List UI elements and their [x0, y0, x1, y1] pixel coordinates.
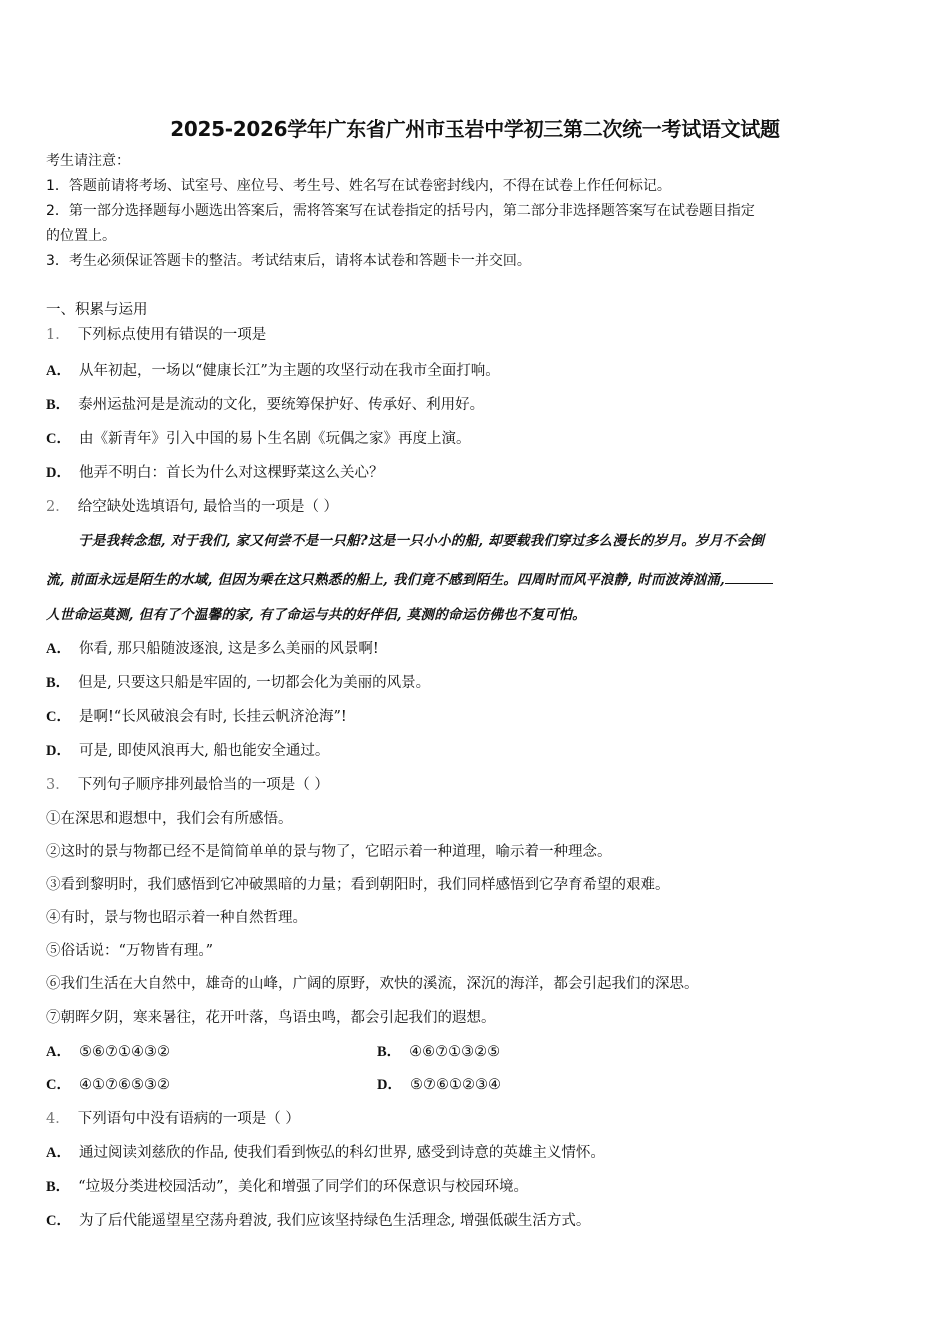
question-number: 3．: [46, 777, 70, 793]
sentence-item: ⑦朝晖夕阴，寒来暑往，花开叶落，鸟语虫鸣，都会引起我们的遐想。: [46, 1010, 496, 1026]
q2-option-d[interactable]: [46, 741, 329, 761]
q1-option-d[interactable]: [46, 463, 383, 483]
section-heading: 一、积累与运用: [46, 302, 148, 318]
option-label: A．: [46, 1145, 71, 1161]
sentence-item: ③看到黎明时，我们感悟到它冲破黑暗的力量；看到朝阳时，我们同样感悟到它孕育希望的艰难。: [46, 877, 670, 893]
question-number: 4．: [46, 1111, 70, 1127]
option-label: C．: [46, 709, 71, 725]
option-text: 从年初起，一场以“健康长江”为主题的攻坚行动在我市全面打响。: [78, 363, 500, 379]
option-label: A．: [46, 363, 71, 379]
option-text: 你看, 那只船随波逐浪, 这是多么美丽的风景啊!: [78, 641, 379, 657]
option-label: A．: [46, 1044, 71, 1060]
question-number: 1．: [46, 327, 70, 343]
notice-heading: 考生请注意：: [46, 153, 130, 169]
option-text: 通过阅读刘慈欣的作品, 使我们看到恢弘的科幻世界, 感受到诗意的英雄主义情怀。: [78, 1145, 605, 1161]
option-label: B．: [377, 1044, 402, 1060]
option-label: C．: [46, 1213, 71, 1229]
option-text: ④⑥⑦①③②⑤: [409, 1044, 501, 1060]
sentence-item: ②这时的景与物都已经不是简简单单的景与物了，它昭示着一种道理，喻示着一种理念。: [46, 844, 612, 860]
sentence-item: ①在深思和遐想中，我们会有所感悟。: [46, 811, 293, 827]
q2-option-c[interactable]: [46, 707, 347, 727]
option-label: C．: [46, 431, 71, 447]
q1-option-b[interactable]: [46, 395, 484, 415]
notice-item: 1．答题前请将考场、试室号、座位号、考生号、姓名写在试卷密封线内，不得在试卷上作任何标记。: [46, 178, 671, 194]
option-label: B．: [46, 397, 71, 413]
notice-item: 3．考生必须保证答题卡的整洁。考试结束后，请将本试卷和答题卡一并交回。: [46, 253, 531, 269]
option-label: A．: [46, 641, 71, 657]
question-text: 下列语句中没有语病的一项是（ ）: [77, 1111, 300, 1127]
question-text: 给空缺处选填语句, 最恰当的一项是（ ）: [77, 499, 339, 515]
q1-option-c[interactable]: [46, 429, 470, 449]
question-number: 2．: [46, 499, 70, 515]
q3-option-c[interactable]: [46, 1075, 170, 1095]
option-text: ⑤⑥⑦①④③②: [78, 1044, 170, 1060]
passage-text: 流, 前面永远是陌生的水域, 但因为乘在这只熟悉的船上, 我们竟不感到陌生。四周时而风平浪静, 时而波涛汹涌,: [46, 572, 725, 588]
q2-option-b[interactable]: [46, 673, 430, 693]
sentence-item: ⑥我们生活在大自然中，雄奇的山峰，广阔的原野，欢快的溪流，深沉的海洋，都会引起我们的深思。: [46, 976, 699, 992]
sentence-item: ④有时，景与物也昭示着一种自然哲理。: [46, 910, 307, 926]
page-title: 2025-2026学年广东省广州市玉岩中学初三第二次统一考试语文试题: [170, 117, 780, 141]
option-label: B．: [46, 1179, 71, 1195]
q3-option-a[interactable]: [46, 1042, 170, 1062]
notice-item: 的位置上。: [46, 228, 116, 244]
passage-line: 人世命运莫测, 但有了个温馨的家, 有了命运与共的好伴侣, 莫测的命运仿佛也不复可怕。: [46, 607, 586, 623]
q4-option-b[interactable]: [46, 1177, 528, 1197]
option-text: 他弄不明白：首长为什么对这棵野菜这么关心？: [78, 465, 384, 481]
option-text: 但是, 只要这只船是牢固的, 一切都会化为美丽的风景。: [78, 675, 431, 691]
q4-option-c[interactable]: [46, 1211, 590, 1231]
question-text: 下列句子顺序排列最恰当的一项是（ ）: [77, 777, 329, 793]
option-text: 是啊!“长风破浪会有时, 长挂云帆济沧海”!: [78, 709, 347, 725]
q2-option-a[interactable]: [46, 639, 379, 659]
question-1-stem: [46, 325, 266, 345]
q3-option-b[interactable]: [377, 1042, 500, 1062]
passage-line: 于是我转念想, 对于我们, 家又何尝不是一只船?这是一只小小的船, 却要载我们穿过多么漫长的岁月。岁月不会倒: [78, 533, 765, 549]
option-text: 为了后代能遥望星空荡舟碧波, 我们应该坚持绿色生活理念, 增强低碳生活方式。: [78, 1213, 591, 1229]
question-3-stem: [46, 775, 329, 795]
sentence-item: ⑤俗话说：“万物皆有理。”: [46, 943, 214, 959]
notice-item: 2．第一部分选择题每小题选出答案后，需将答案写在试卷指定的括号内，第二部分非选择题答案写在试卷题目指定: [46, 203, 755, 219]
option-text: “垃圾分类进校园活动”，美化和增强了同学们的环保意识与校园环境。: [78, 1179, 528, 1195]
option-text: 可是, 即使风浪再大, 船也能安全通过。: [78, 743, 330, 759]
option-label: C．: [46, 1077, 71, 1093]
option-label: D．: [46, 465, 71, 481]
q4-option-a[interactable]: [46, 1143, 605, 1163]
question-4-stem: [46, 1109, 300, 1129]
q3-option-d[interactable]: [377, 1075, 501, 1095]
option-text: 由《新青年》引入中国的易卜生名剧《玩偶之家》再度上演。: [78, 431, 471, 447]
answer-blank[interactable]: [725, 569, 773, 584]
question-2-stem: [46, 497, 338, 517]
option-label: D．: [377, 1077, 402, 1093]
option-text: ④①⑦⑥⑤③②: [78, 1077, 170, 1093]
option-label: D．: [46, 743, 71, 759]
question-text: 下列标点使用有错误的一项是: [77, 327, 267, 343]
q1-option-a[interactable]: [46, 361, 500, 381]
option-label: B．: [46, 675, 71, 691]
passage-line: [46, 569, 906, 590]
option-text: 泰州运盐河是是流动的文化，要统筹保护好、传承好、利用好。: [78, 397, 485, 413]
option-text: ⑤⑦⑥①②③④: [409, 1077, 501, 1093]
